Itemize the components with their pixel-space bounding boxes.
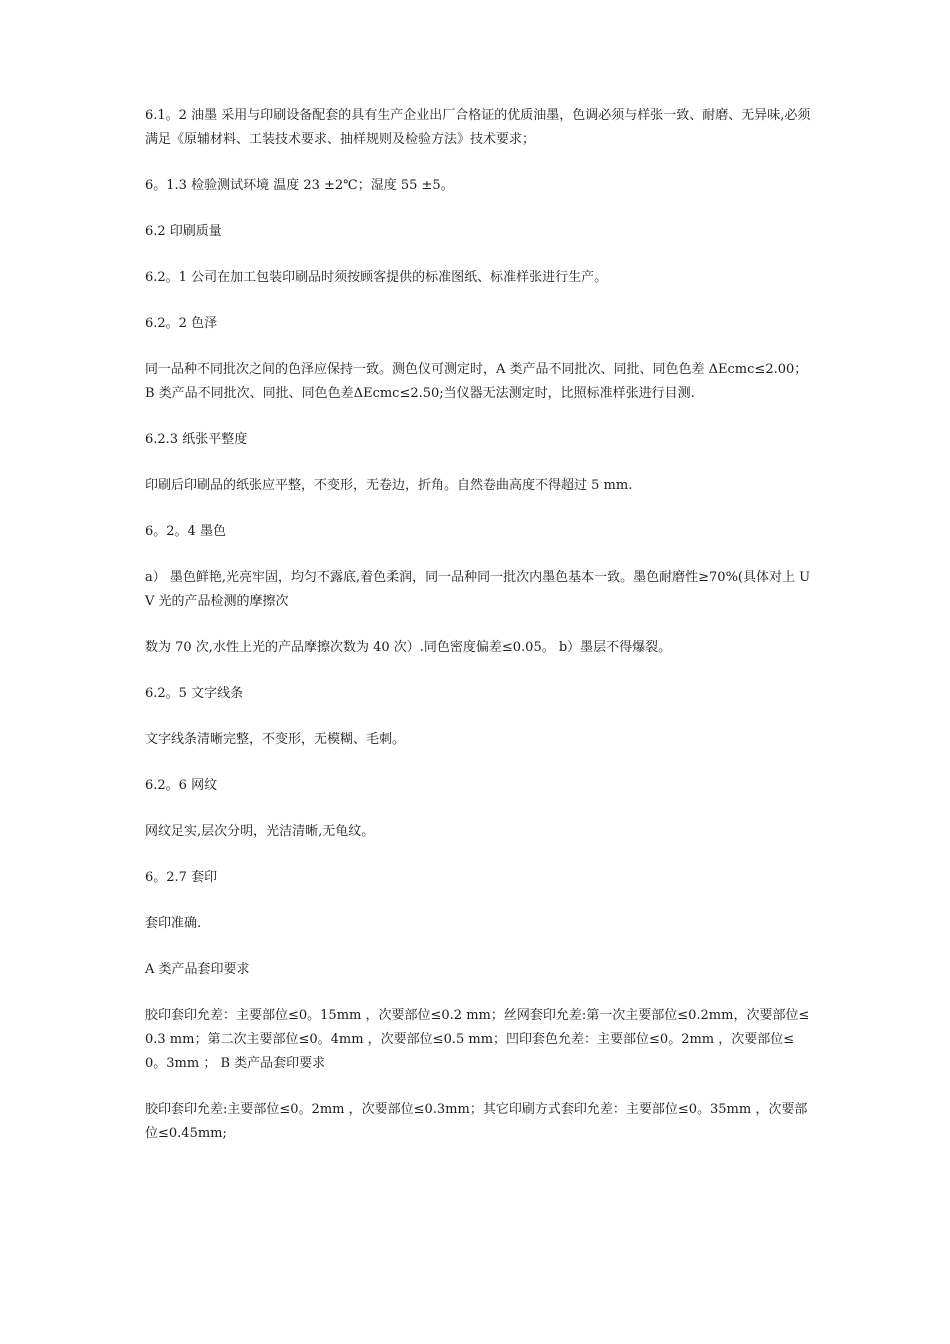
subheading-ink-color: 6。2。4 墨色 [145, 524, 226, 539]
section-heading-print-quality: 6.2 印刷质量 [145, 224, 222, 239]
subheading-screen-pattern: 6.2。6 网纹 [145, 778, 218, 793]
paragraph-ink-color-a: a） 墨色鲜艳,光亮牢固，均匀不露底,着色柔润，同一品种同一批次内墨色基本一致。墨色耐磨性≥70%(具体对上 UV 光的产品检测的摩擦次 [145, 570, 811, 609]
subheading-color: 6.2。2 色泽 [145, 316, 218, 331]
paragraph-production-standard: 6.2。1 公司在加工包装印刷品时须按顾客提供的标准图纸、标准样张进行生产。 [145, 270, 608, 285]
paragraph-text-lines: 文字线条清晰完整，不变形，无模糊、毛刺。 [145, 732, 406, 747]
subheading-class-a-registration: A 类产品套印要求 [145, 962, 250, 977]
subheading-text-lines: 6.2。5 文字线条 [145, 686, 244, 701]
paragraph-test-environment: 6。1.3 检验测试环境 温度 23 ±2℃；湿度 55 ±5。 [145, 178, 454, 193]
subheading-registration: 6。2.7 套印 [145, 870, 218, 885]
paragraph-class-b-tolerances: 胶印套印允差:主要部位≤0。2mm ，次要部位≤0.3mm；其它印刷方式套印允差：主要部位≤0。35mm ，次要部位≤0.45mm; [145, 1102, 808, 1141]
paragraph-registration: 套印准确. [145, 916, 202, 931]
paragraph-paper-flatness: 印刷后印刷品的纸张应平整，不变形，无卷边，折角。自然卷曲高度不得超过 5 mm. [145, 478, 633, 493]
document-body [145, 104, 813, 1146]
paragraph-color: 同一品种不同批次之间的色泽应保持一致。测色仪可测定时，A 类产品不同批次、同批、同色色差 ΔEcmc≤2.00；B 类产品不同批次、同批、同色色差ΔEcmc≤2.50;当仪器无法测定时，比照标准样张进行目测. [145, 362, 808, 401]
paragraph-ink-color-b: 数为 70 次,水性上光的产品摩擦次数为 40 次）.同色密度偏差≤0.05。 b）墨层不得爆裂。 [145, 640, 672, 655]
subheading-paper-flatness: 6.2.3 纸张平整度 [145, 432, 248, 447]
paragraph-screen-pattern: 网纹足实,层次分明，光洁清晰,无龟纹。 [145, 824, 375, 839]
paragraph-ink: 6.1。2 油墨 采用与印刷设备配套的具有生产企业出厂合格证的优质油墨，色调必须与样张一致、耐磨、无异味,必须满足《原辅材料、工装技术要求、抽样规则及检验方法》技术要求； [145, 108, 811, 147]
paragraph-class-a-tolerances: 胶印套印允差：主要部位≤0。15mm ，次要部位≤0.2 mm；丝网套印允差:第一次主要部位≤0.2mm，次要部位≤0.3 mm；第二次主要部位≤0。4mm ，次要部位≤0.5 mm；凹印套色允差：主要部位≤0。2mm ，次要部位≤0。3mm ； B 类产品套印要求 [145, 1008, 810, 1071]
